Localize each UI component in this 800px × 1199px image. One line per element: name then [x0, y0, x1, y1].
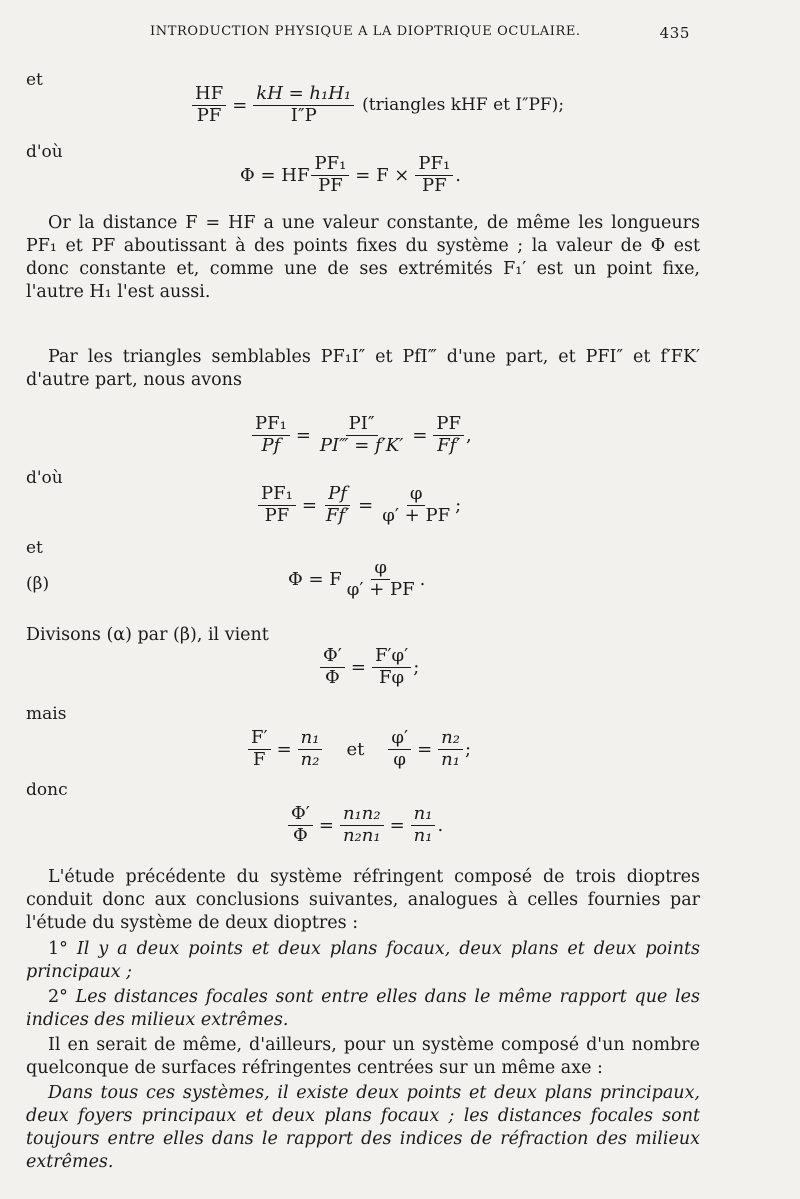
equation-4: $\frac{\text{PF₁}}{PF}$ = $\frac{Pf}{Ff'}$ = $\frac{\varphi}{\varphi' + PF}$ ;: [256, 484, 461, 526]
fraction: $\frac{\text{n₁}}{\text{n₂}}$: [298, 728, 323, 770]
fraction: $\frac{\text{kH = h₁H₁}}{I''P}$: [253, 84, 354, 126]
paragraph-3: L'étude précédente du système réfringent composé de trois dioptres conduit donc aux conclusions suivantes, analogues à celles fournies par l'étude du système de deux dioptres :: [26, 867, 700, 933]
paragraph-1: Or la distance F = HF a une valeur constante, de même les longueurs PF₁ et PF aboutissant à des points fixes du système ; la valeur de Φ est donc constante et, comme une de ses extrémités F₁′ est un point fixe, l'autre H₁ l'est aussi.: [26, 213, 700, 302]
fraction: $\frac{\text{n₁}}{\text{n₁}}$: [411, 804, 436, 846]
equation-note: (triangles kHF et I″PF);: [362, 95, 565, 116]
fraction: $\frac{\varphi}{\varphi' + PF}$: [346, 557, 415, 600]
label-beta: (β): [26, 574, 50, 594]
label-donc: donc: [26, 780, 68, 800]
conclusion-item-1: 1° Il y a deux points et deux plans focaux, deux plans et deux points principaux ;: [26, 939, 700, 982]
equation-8: $\frac{\Phi'}{\Phi}$ = $\frac{\text{n₁n₂}}{\text{n₂n₁}}$ = $\frac{\text{n₁}}{\text{n₁}}$ .: [286, 804, 443, 846]
equation-3: $\frac{\text{PF₁}}{Pf}$ = $\frac{PI''}{PI‴ = f'K'}$ = $\frac{PF}{Ff'}$ ,: [250, 414, 472, 456]
page-number: 435: [659, 24, 690, 42]
paragraph-2: Par les triangles semblables PF₁I″ et PfI‴ d'une part, et PFI″ et f′FK′ d'autre part, nous avons: [26, 347, 700, 390]
label-dou: d'où: [26, 468, 63, 488]
equation-2: Φ = HF $\frac{\text{PF₁}}{PF}$ = F × $\frac{\text{PF₁}}{PF}$ .: [240, 153, 461, 196]
paragraph-4: Il en serait de même, d'ailleurs, pour un système composé d'un nombre quelconque de surfaces réfringentes centrées sur un même axe :: [26, 1035, 700, 1078]
fraction: $\frac{F'\varphi'}{F\varphi}$: [372, 646, 411, 688]
fraction: $\frac{\Phi'}{\Phi}$: [288, 804, 313, 846]
equation-5: Φ = F $\frac{\varphi}{\varphi' + PF}$ .: [288, 557, 426, 600]
equation-1: $\frac{HF}{PF}$ = $\frac{\text{kH = h₁H₁}}{I''P}$ (triangles kHF et I″PF);: [190, 84, 564, 126]
fraction: $\frac{\Phi'}{\Phi}$: [320, 646, 345, 688]
fraction: $\frac{\text{PF₁}}{PF}$: [415, 154, 453, 196]
fraction: $\frac{HF}{PF}$: [192, 84, 226, 126]
fraction: $\frac{PI''}{PI‴ = f'K'}$: [319, 413, 404, 456]
label-et: et: [26, 538, 43, 558]
fraction: $\frac{\varphi}{\varphi' + PF}$: [382, 483, 451, 526]
fraction: $\frac{\text{PF₁}}{PF}$: [311, 154, 349, 196]
fraction: $\frac{PF}{Ff'}$: [433, 414, 464, 456]
fraction: $\frac{\text{PF₁}}{Pf}$: [252, 414, 290, 456]
fraction: $\frac{\varphi'}{\varphi}$: [388, 728, 411, 770]
fraction: $\frac{\text{n₂}}{\text{n₁}}$: [438, 728, 463, 770]
label-et: et: [26, 70, 43, 90]
paragraph-5: Dans tous ces systèmes, il existe deux points et deux plans principaux, deux foyers principaux et deux plans focaux ; les distances focales sont toujours entre elles dans le rapport des indices de réfraction des milieux extrêmes.: [26, 1083, 700, 1172]
fraction: $\frac{F'}{F}$: [248, 728, 271, 770]
conclusion-item-2: 2° Les distances focales sont entre elles dans le même rapport que les indices des milieux extrêmes.: [26, 987, 700, 1030]
fraction: $\frac{\text{n₁n₂}}{\text{n₂n₁}}$: [340, 804, 384, 846]
equation-6: $\frac{\Phi'}{\Phi}$ = $\frac{F'\varphi'}{F\varphi}$ ;: [318, 646, 419, 688]
equation-7: $\frac{F'}{F}$ = $\frac{\text{n₁}}{\text{n₂}}$ et $\frac{\varphi'}{\varphi}$ = $\frac{\text{n₂}}{\text{n₁}}$ ;: [246, 728, 471, 770]
label-dou: d'où: [26, 142, 63, 162]
label-mais: mais: [26, 704, 67, 724]
fraction: $\frac{Pf}{Ff'}$: [325, 483, 350, 526]
header-title: INTRODUCTION PHYSIQUE A LA DIOPTRIQUE OCULAIRE.: [150, 24, 581, 39]
division-line: Divisons (α) par (β), il vient: [26, 625, 269, 645]
fraction: $\frac{\text{PF₁}}{PF}$: [258, 484, 296, 526]
